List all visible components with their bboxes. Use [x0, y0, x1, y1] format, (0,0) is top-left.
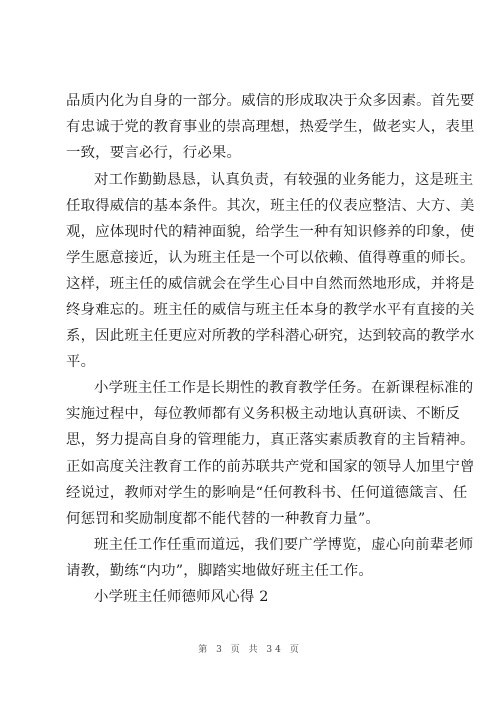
text-line-3: 一致，要言必行，行必果。 — [66, 145, 242, 161]
text-line-4: 对工作勤勤恳恳，认真负责，有较强的业务能力，这是班主 — [94, 172, 474, 188]
text-line-2: 有忠诚于党的教育事业的崇高理想，热爱学生，做老实人，表里 — [66, 119, 475, 135]
text-line-13: 实施过程中，每位教师都有义务积极主动地认真研读、不断反 — [66, 406, 460, 422]
text-line-19: 请教，勤练“内功”，脚踏实地做好班主任工作。 — [66, 563, 373, 579]
text-line-11: 平。 — [66, 354, 96, 370]
text-line-5: 任取得威信的基本条件。其次，班主任的仪表应整洁、大方、美 — [66, 198, 475, 214]
text-line-6: 观，应体现时代的精神面貌，给学生一种有知识修养的印象，使 — [66, 224, 475, 240]
text-line-1: 品质内化为自身的一部分。威信的形成取决于众多因素。首先要 — [66, 93, 475, 109]
text-line-14: 思，努力提高自身的管理能力，真正落实素质教育的主旨精神。 — [66, 432, 475, 448]
section-heading: 小学班主任师德师风心得 2 — [94, 589, 269, 605]
text-line-15: 正如高度关注教育工作的前苏联共产党和国家的领导人加里宁曾 — [66, 459, 475, 475]
text-line-18: 班主任工作任重而道远，我们要广学博览，虚心向前辈老师 — [94, 537, 474, 553]
text-line-10: 系，因此班主任更应对所教的学科潜心研究，达到较高的教学水 — [66, 328, 475, 344]
text-line-16: 经说过，教师对学生的影响是“任何教科书、任何道德箴言、任 — [66, 485, 468, 501]
text-line-17: 何惩罚和奖励制度都不能代替的一种教育力量”。 — [66, 511, 380, 527]
text-line-8: 这样，班主任的威信就会在学生心目中自然而然地形成，并将是 — [66, 276, 475, 292]
text-line-7: 学生愿意接近，认为班主任是一个可以依赖、值得尊重的师长。 — [66, 250, 475, 266]
text-line-12: 小学班主任工作是长期性的教育教学任务。在新课程标准的 — [94, 380, 474, 396]
page-footer: 第 3 页 共 34 页 — [198, 645, 302, 655]
text-line-9: 终身难忘的。班主任的威信与班主任本身的教学水平有直接的关 — [66, 302, 475, 318]
